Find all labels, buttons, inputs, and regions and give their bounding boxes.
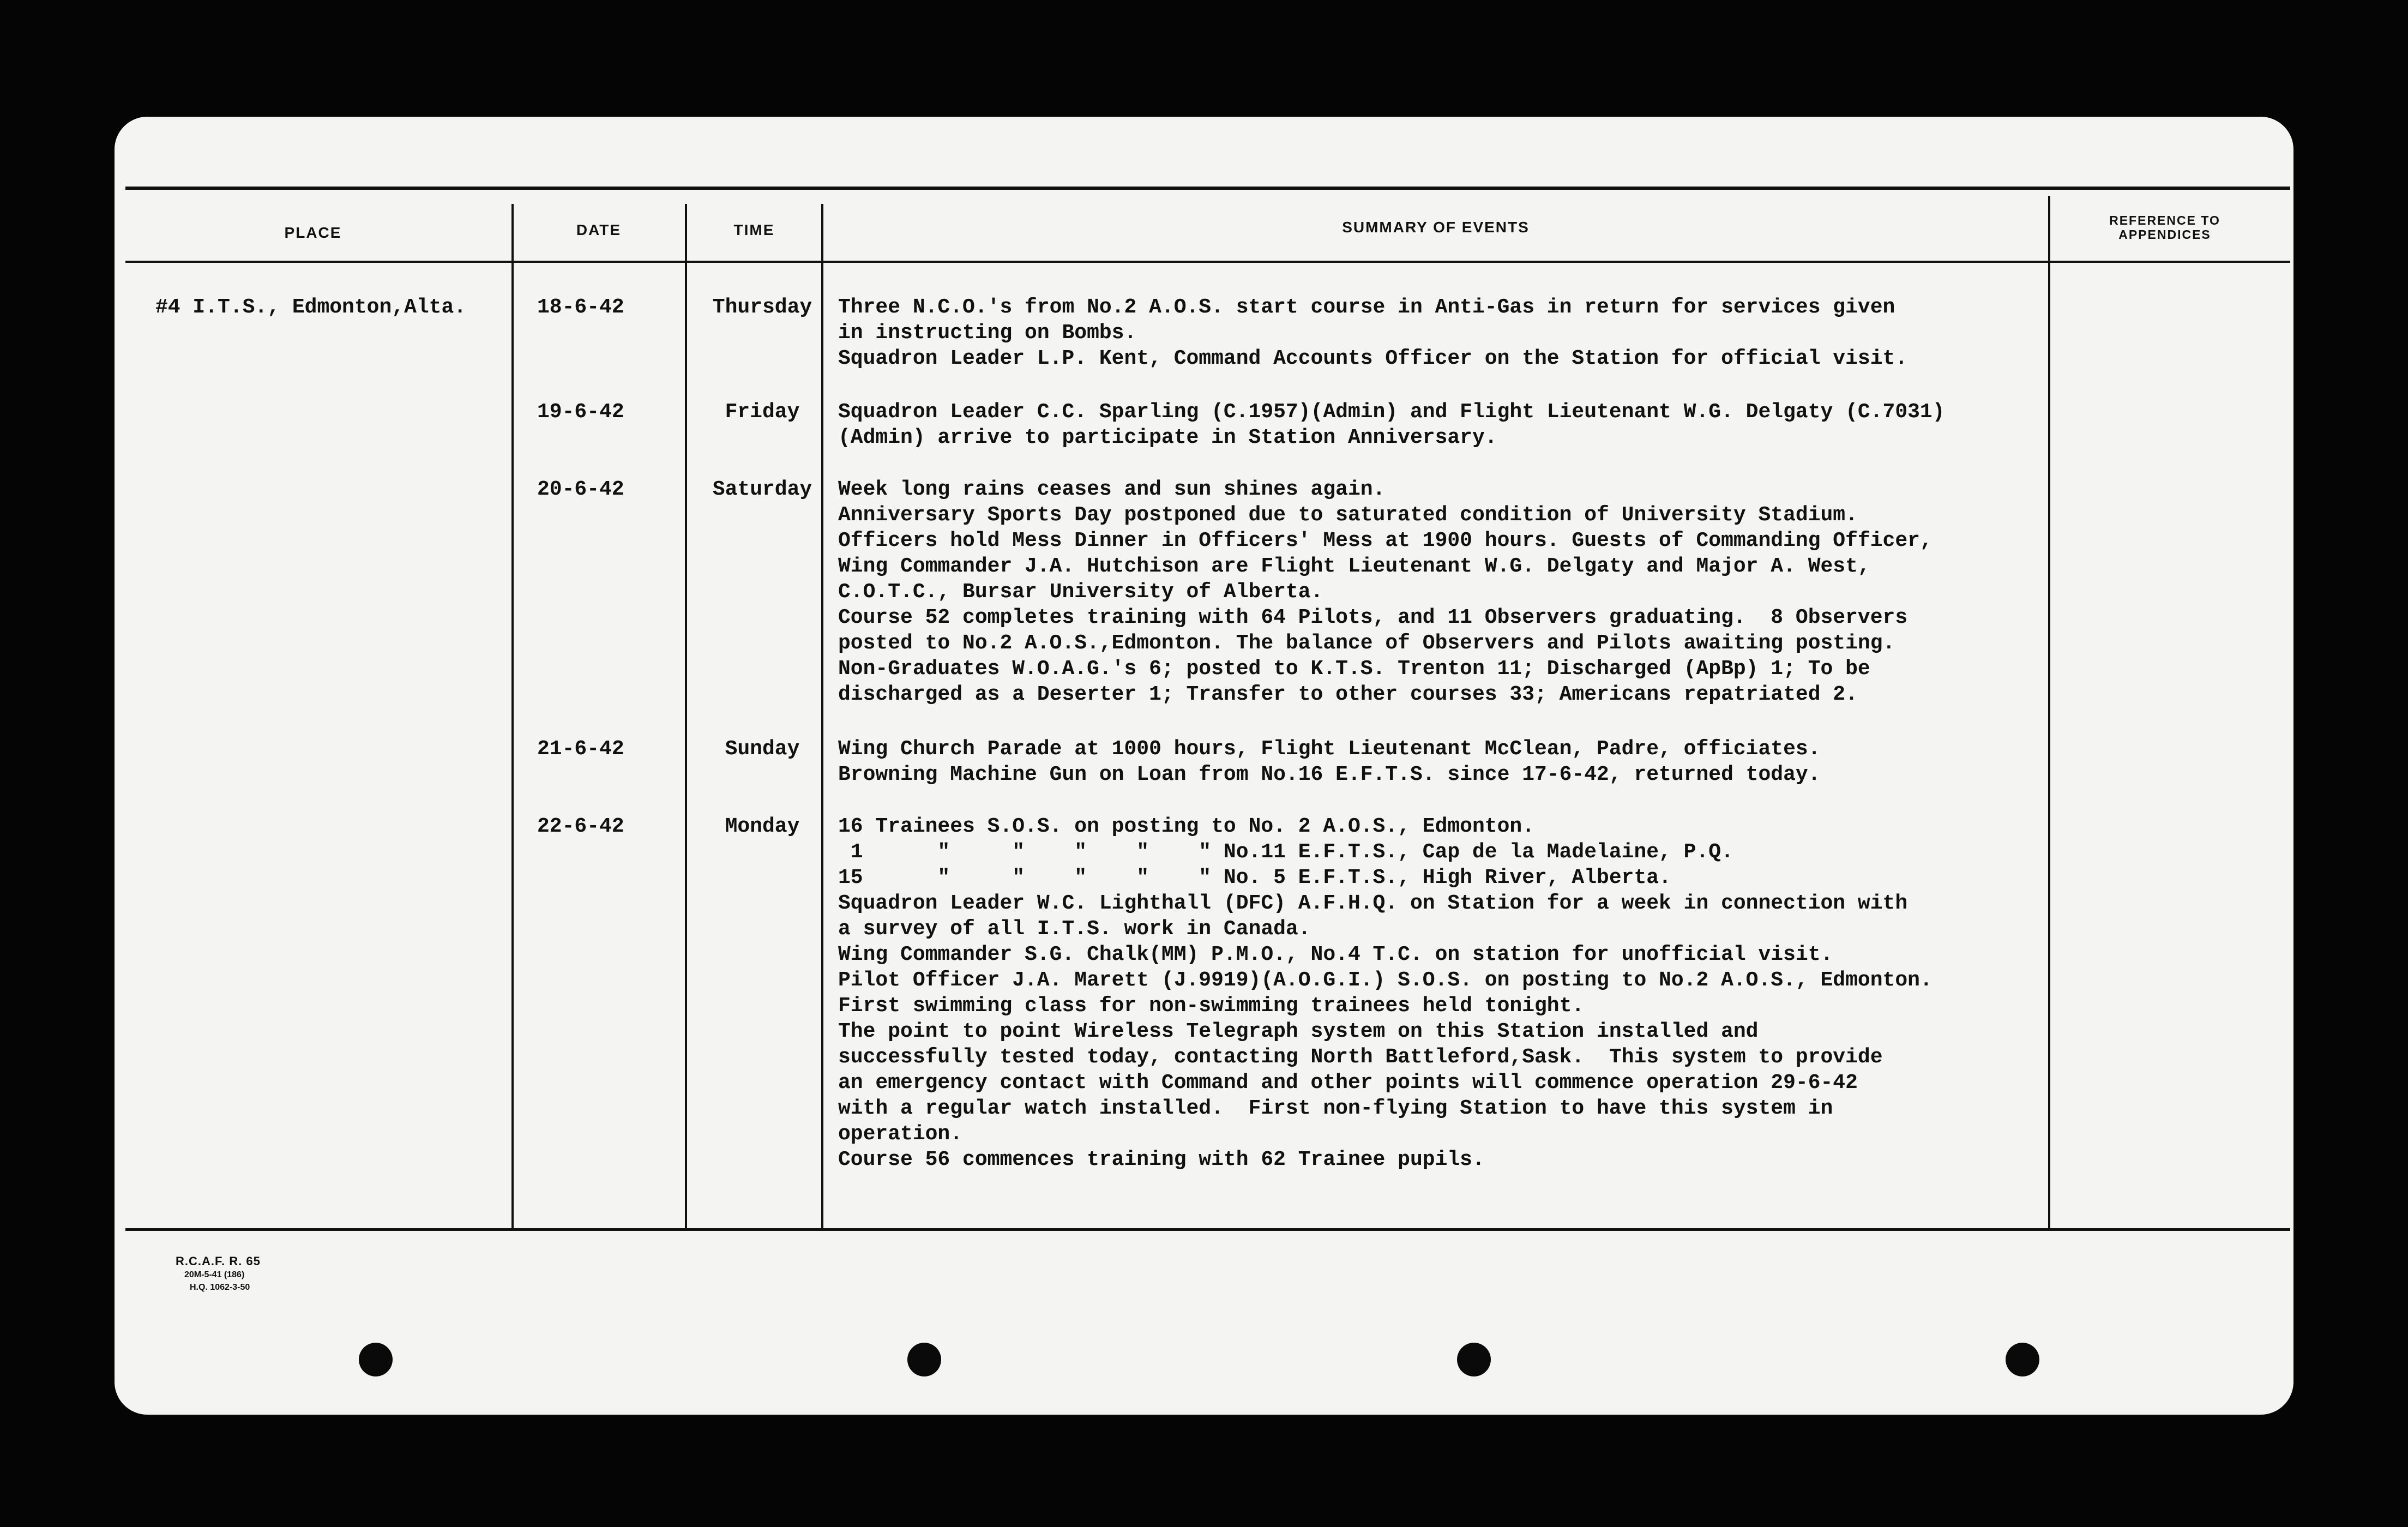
header-time: TIME <box>733 221 775 238</box>
entry-date: 18-6-42 <box>537 296 624 319</box>
entry-summary: Week long rains ceases and sun shines again. Anniversary Sports Day postponed due to saturated condition of University Stadium. Officers hold Mess Dinner in Officers' Mess at 1900 hours. Guests of Commanding Officer, Wing Commander J.A. Hutchison are Flight Lieutenant W.G. Delgaty and Major A. West, C.O.T.C., Bursar University of Alberta. Course 52 completes training with 64 Pilots, and 11 Observers graduating. 8 Observers posted to No.2 A.O.S.,Edmonton. The balance of Observers and Pilots awaiting posting. Non-Graduates W.O.A.G.'s 6; posted to K.T.S. Trenton 11; Discharged (ApBp) 1; To be discharged as a Deserter 1; Transfer to other courses 33; Americans repatriated 2. <box>838 478 1933 706</box>
punch-hole <box>907 1343 941 1376</box>
bottom-rule <box>125 1228 2290 1231</box>
header-reference: REFERENCE TO APPENDICES <box>2109 213 2220 242</box>
form-hq-ref: H.Q. 1062-3-50 <box>190 1283 250 1292</box>
header-summary: SUMMARY OF EVENTS <box>1342 219 1530 236</box>
entry-day: Saturday <box>712 478 812 501</box>
header-place: PLACE <box>284 224 342 241</box>
entry-date: 21-6-42 <box>537 737 624 761</box>
form-print-run: 20M-5-41 (186) <box>184 1270 245 1279</box>
form-code: R.C.A.F. R. 65 <box>176 1254 261 1268</box>
entry-day: Thursday <box>712 296 812 319</box>
top-rule <box>125 187 2290 190</box>
col-divider-place <box>511 204 514 1230</box>
col-divider-time <box>821 204 823 1230</box>
entry-summary: Squadron Leader C.C. Sparling (C.1957)(Admin) and Flight Lieutenant W.G. Delgaty (C.7031) (Admin) arrive to participate in Station Anniversary. <box>838 400 1945 449</box>
punch-hole <box>359 1343 393 1376</box>
diary-card <box>115 117 2293 1415</box>
entry-summary: 16 Trainees S.O.S. on posting to No. 2 A.O.S., Edmonton. 1 " " " " " No.11 E.F.T.S., Cap de la Madelaine, P.Q. 15 " " " " " No. 5 E.F.T.S., High River, Alberta. Squadron Leader W.C. Lighthall (DFC) A.F.H.Q. on Station for a week in connection with a survey of all I.T.S. work in Canada. Wing Commander S.G. Chalk(MM) P.M.O., No.4 T.C. on station for unofficial visit. Pilot Officer J.A. Marett (J.9919)(A.O.G.I.) S.O.S. on posting to No.2 A.O.S., Edmonton. First swimming class for non-swimming trainees held tonight. The point to point Wireless Telegraph system on this Station installed and successfully tested today, contacting North Battleford,Sask. This system to provide an emergency contact with Command and other points will commence operation 29-6-42 with a regular watch installed. First non-flying Station to have this system in operation. Course 56 commences training with 62 Trainee pupils. <box>838 815 1933 1171</box>
col-divider-summary <box>2048 196 2050 1230</box>
punch-hole <box>2006 1343 2039 1376</box>
entry-day: Sunday <box>725 737 800 761</box>
entry-date: 22-6-42 <box>537 815 624 838</box>
entry-summary: Three N.C.O.'s from No.2 A.O.S. start course in Anti-Gas in return for services given in instructing on Bombs. Squadron Leader L.P. Kent, Command Accounts Officer on the Station for official visit. <box>838 296 1908 370</box>
form-label <box>176 1254 261 1294</box>
place-value: #4 I.T.S., Edmonton,Alta. <box>155 296 467 319</box>
col-divider-date <box>685 204 687 1230</box>
entry-day: Friday <box>725 400 800 424</box>
punch-hole <box>1457 1343 1491 1376</box>
entry-day: Monday <box>725 815 800 838</box>
entry-date: 19-6-42 <box>537 400 624 424</box>
header-date: DATE <box>576 221 622 238</box>
entry-summary: Wing Church Parade at 1000 hours, Flight Lieutenant McClean, Padre, officiates. Browning Machine Gun on Loan from No.16 E.F.T.S. since 17-6-42, returned today. <box>838 737 1821 786</box>
entry-date: 20-6-42 <box>537 478 624 501</box>
